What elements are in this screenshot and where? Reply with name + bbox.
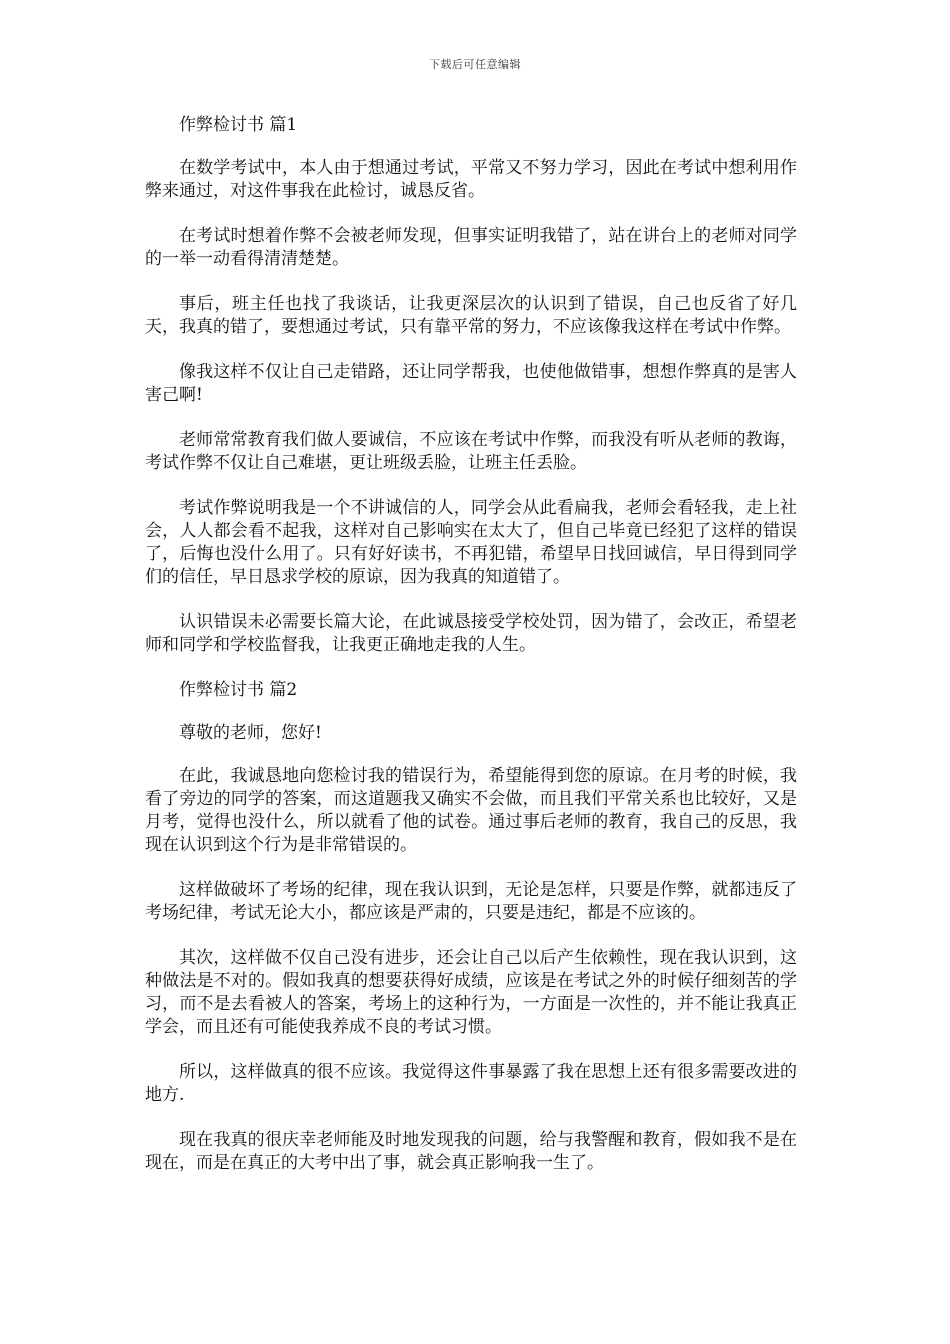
document-body	[145, 114, 797, 1197]
paragraph: 在此，我诚恳地向您检讨我的错误行为，希望能得到您的原谅。在月考的时候，我看了旁边的同学的答案，而这道题我又确实不会做，而且我们平常关系也比较好，又是月考，觉得也没什么，所以就看了他的试卷。通过事后老师的教育，我自己的反思，我现在认识到这个行为是非常错误的。	[145, 766, 797, 855]
paragraph: 像我这样不仅让自己走错路，还让同学帮我，也使他做错事，想想作弊真的是害人害己啊!	[145, 362, 797, 405]
paragraph: 其次，这样做不仅自己没有进步，还会让自己以后产生依赖性，现在我认识到，这种做法是不对的。假如我真的想要获得好成绩，应该是在考试之外的时候仔细刻苦的学习，而不是去看被人的答案，考场上的这种行为，一方面是一次性的，并不能让我真正学会，而且还有可能使我养成不良的考试习惯。	[145, 948, 797, 1037]
paragraph: 考试作弊说明我是一个不讲诚信的人，同学会从此看扁我，老师会看轻我，走上社会，人人都会看不起我，这样对自己影响实在太大了，但自己毕竟已经犯了这样的错误了，后悔也没什么用了。只有好好读书，不再犯错，希望早日找回诚信，早日得到同学们的信任，早日恳求学校的原谅，因为我真的知道错了。	[145, 498, 797, 587]
paragraph: 现在我真的很庆幸老师能及时地发现我的问题，给与我警醒和教育，假如我不是在现在，而是在真正的大考中出了事，就会真正影响我一生了。	[145, 1130, 797, 1173]
paragraph: 在考试时想着作弊不会被老师发现，但事实证明我错了，站在讲台上的老师对同学的一举一动看得清清楚楚。	[145, 226, 797, 269]
paragraph: 认识错误未必需要长篇大论，在此诚恳接受学校处罚，因为错了，会改正，希望老师和同学和学校监督我，让我更正确地走我的人生。	[145, 612, 797, 655]
section-heading-2: 作弊检讨书 篇2	[179, 680, 298, 700]
paragraph: 在数学考试中，本人由于想通过考试，平常又不努力学习，因此在考试中想利用作弊来通过，对这件事我在此检讨，诚恳反省。	[145, 158, 797, 201]
salutation: 尊敬的老师，您好!	[179, 723, 322, 743]
paragraph: 这样做破坏了考场的纪律，现在我认识到，无论是怎样，只要是作弊，就都违反了考场纪律，考试无论大小，都应该是严肃的，只要是违纪，都是不应该的。	[145, 880, 797, 923]
paragraph: 事后，班主任也找了我谈话，让我更深层次的认识到了错误，自己也反省了好几天，我真的错了，要想通过考试，只有靠平常的努力，不应该像我这样在考试中作弊。	[145, 294, 797, 337]
paragraph: 所以，这样做真的很不应该。我觉得这件事暴露了我在思想上还有很多需要改进的地方.	[145, 1062, 797, 1105]
section-heading-1: 作弊检讨书 篇1	[179, 115, 298, 135]
paragraph: 老师常常教育我们做人要诚信，不应该在考试中作弊，而我没有听从老师的教诲，考试作弊不仅让自己难堪，更让班级丢脸，让班主任丢脸。	[145, 430, 797, 473]
page-header: 下载后可任意编辑	[429, 58, 521, 71]
